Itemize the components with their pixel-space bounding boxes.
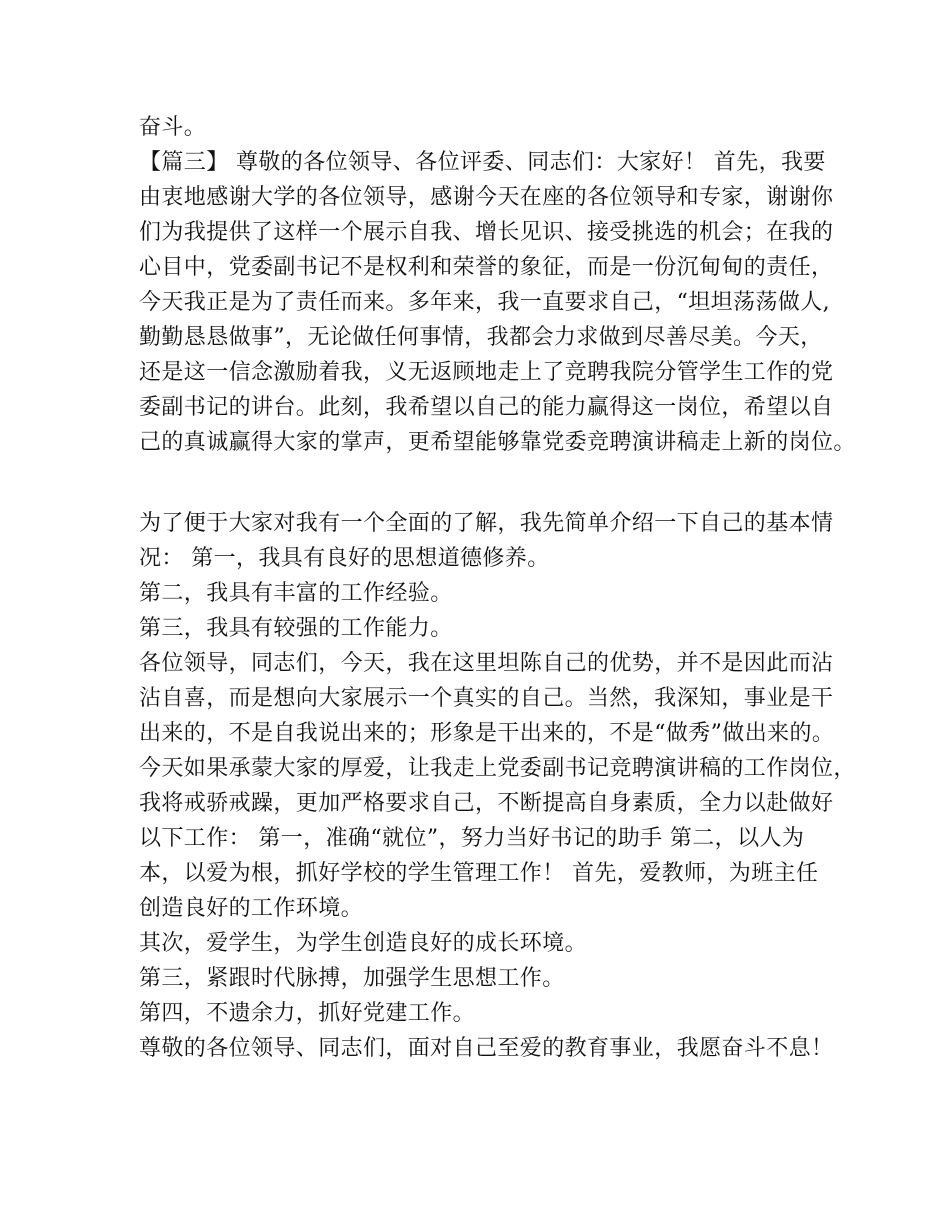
text-line: 第二，我具有丰富的工作经验。 (139, 581, 453, 606)
text-line: 心目中，党委副书记不是权利和荣誉的象征，而是一份沉甸甸的责任， (139, 255, 834, 280)
text-line: 各位领导，同志们，今天，我在这里坦陈自己的优势，并不是因此而沾 (139, 651, 834, 676)
text-line: 况： 第一，我具有良好的思想道德修养。 (139, 546, 550, 571)
text-line: 尊敬的各位领导、同志们，面对自己至爱的教育事业，我愿奋斗不息！ (139, 1036, 834, 1061)
text-line: 我将戒骄戒躁，更加严格要求自己，不断提高自身素质，全力以赴做好 (139, 791, 834, 816)
text-line: 还是这一信念激励着我，义无返顾地走上了竞聘我院分管学生工作的党 (139, 360, 834, 385)
text-line: 今天我正是为了责任而来。多年来，我一直要求自己，“坦坦荡荡做人, (139, 290, 831, 315)
text-line: 以下工作： 第一，准确“就位”，努力当好书记的助手 第二，以人为 (139, 826, 805, 851)
text-line: 己的真诚赢得大家的掌声，更希望能够靠党委竞聘演讲稿走上新的岗位。 (139, 430, 856, 455)
text-line: 第三，我具有较强的工作能力。 (139, 616, 453, 641)
text-line: 本，以爱为根，抓好学校的学生管理工作！ 首先，爱教师，为班主任 (139, 861, 819, 886)
text-line: 第四，不遗余力，抓好党建工作。 (139, 1001, 476, 1026)
text-line: 第三，紧跟时代脉搏，加强学生思想工作。 (139, 966, 565, 991)
text-line: 委副书记的讲台。此刻，我希望以自己的能力赢得这一岗位，希望以自 (139, 395, 834, 420)
text-line: 今天如果承蒙大家的厚爱，让我走上党委副书记竞聘演讲稿的工作岗位， (139, 756, 856, 781)
text-line: 创造良好的工作环境。 (139, 896, 364, 921)
text-line: 沾自喜，而是想向大家展示一个真实的自己。当然，我深知，事业是干 (139, 686, 834, 711)
text-line: 们为我提供了这样一个展示自我、增长见识、接受挑选的机会；在我的 (139, 220, 834, 245)
text-line: 由衷地感谢大学的各位领导，感谢今天在座的各位领导和专家，谢谢你 (139, 185, 834, 210)
text-line: 【篇三】 尊敬的各位领导、各位评委、同志们：大家好！ 首先，我要 (139, 150, 826, 175)
text-line: 勤勤恳恳做事”，无论做任何事情，我都会力求做到尽善尽美。今天， (139, 325, 823, 350)
text-line: 出来的，不是自我说出来的；形象是干出来的，不是“做秀”做出来的。 (139, 721, 835, 746)
text-line: 为了便于大家对我有一个全面的了解，我先简单介绍一下自己的基本情 (139, 511, 834, 536)
text-line: 其次，爱学生，为学生创造良好的成长环境。 (139, 931, 588, 956)
text-line: 奋斗。 (139, 115, 207, 140)
